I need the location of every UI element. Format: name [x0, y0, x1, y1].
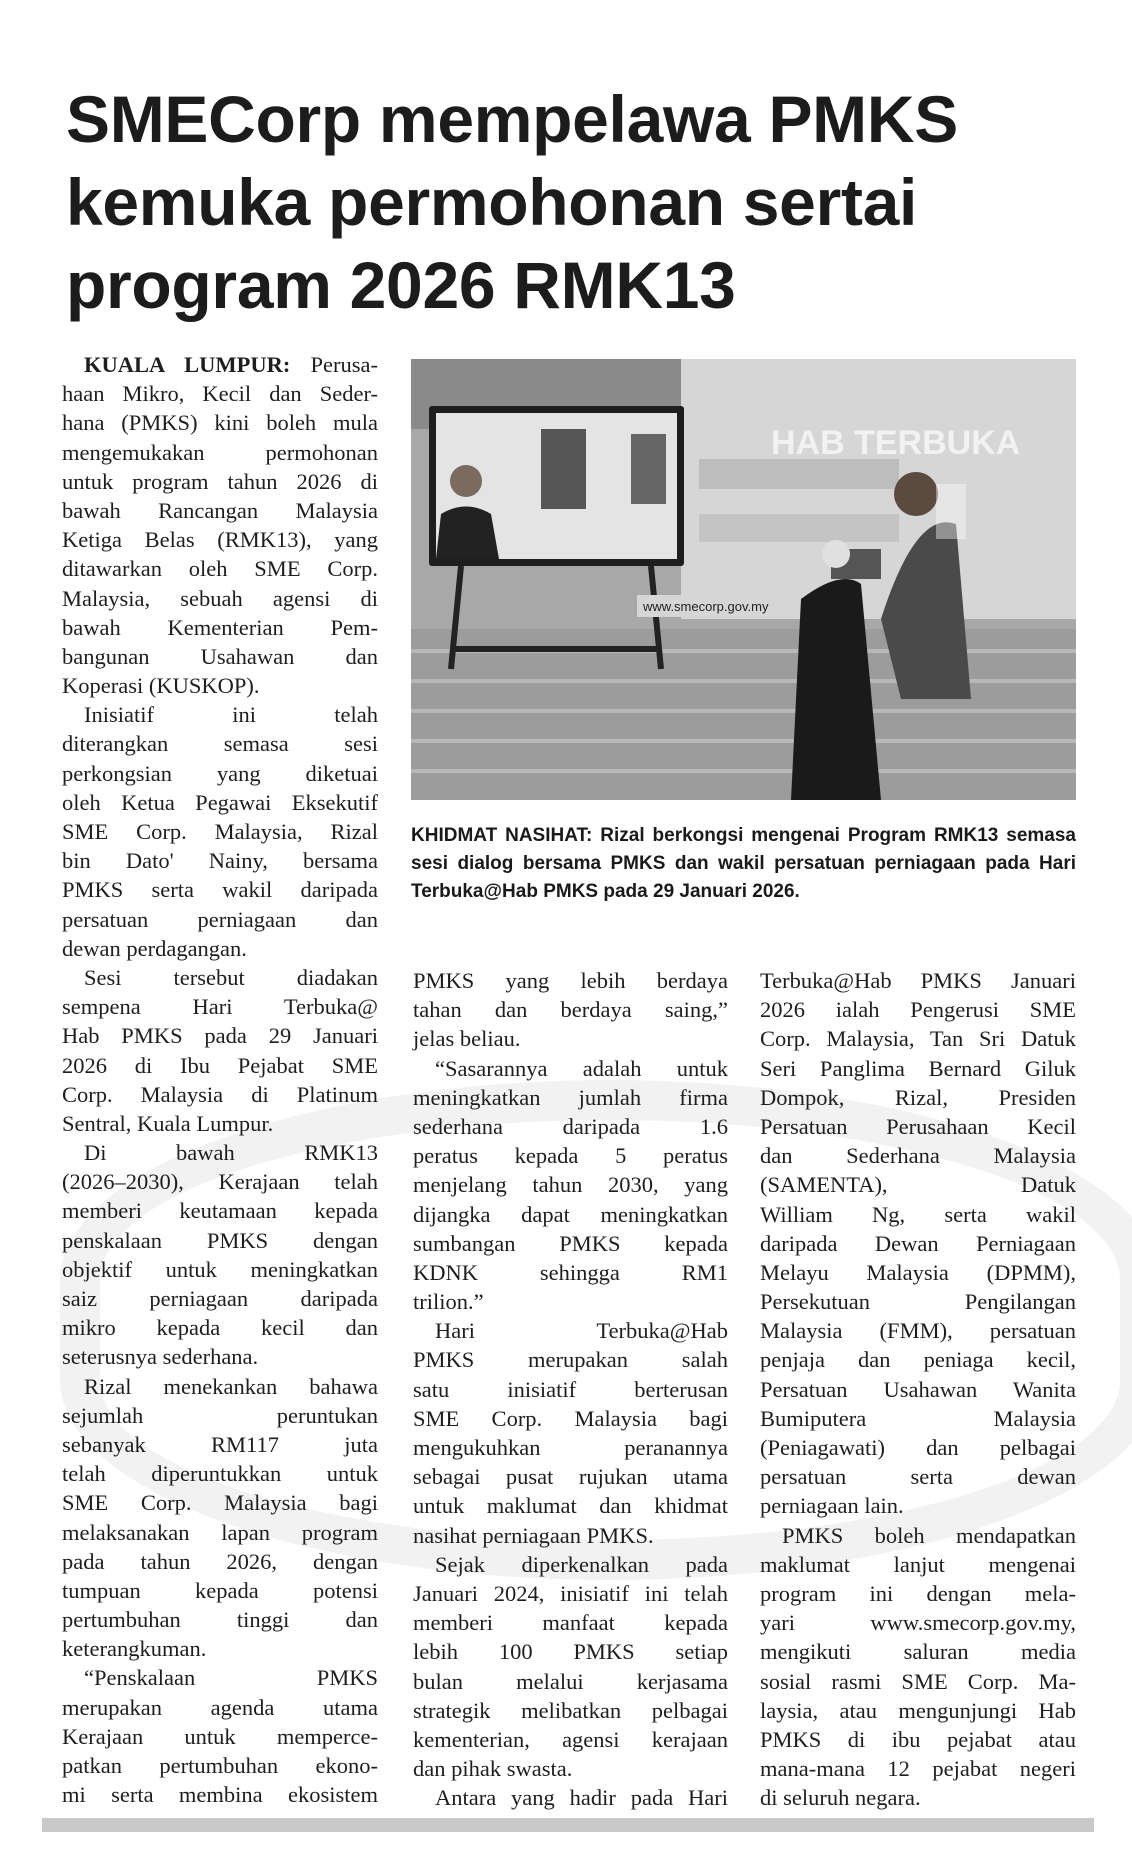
article-text-line: PMKS yang lebih berdaya	[413, 968, 728, 993]
article-text-line: 2026 ialah Pengerusi SME	[760, 997, 1076, 1023]
article-text-line: (SAMENTA), Datuk	[760, 1172, 1076, 1198]
article-text-line: PMKS merupakan salah	[413, 1347, 728, 1373]
article-text-line: PMKS serta wakil daripada	[62, 877, 378, 903]
article-text-line: (Peniagawati) dan pelbagai	[760, 1435, 1076, 1460]
article-text-line: mana-mana 12 pejabat negeri	[760, 1756, 1076, 1782]
article-text-line: strategik melibatkan pelbagai	[413, 1697, 728, 1723]
article-text-line: 2026 di Ibu Pejabat SME	[62, 1052, 378, 1078]
article-text-line: “Sasarannya adalah untuk	[435, 1055, 728, 1081]
article-text-line: Bumiputera Malaysia	[760, 1405, 1076, 1431]
article-text-line: yari www.smecorp.gov.my,	[760, 1610, 1076, 1636]
article-text-line: William Ng, serta wakil	[760, 1201, 1076, 1227]
article-text-line: dan Sederhana Malaysia	[760, 1143, 1076, 1169]
article-text-line: kementerian, agensi kerajaan	[413, 1726, 728, 1752]
article-text-line: haan Mikro, Kecil dan Seder-	[62, 381, 378, 407]
article-text-line: sebanyak RM117 juta	[62, 1431, 378, 1457]
article-column-left	[62, 350, 378, 1809]
article-text-line: laysia, atau mengunjungi Hab	[760, 1697, 1076, 1723]
article-text-line: mengukuhkan peranannya	[413, 1435, 728, 1460]
article-text-line: maklumat lanjut mengenai	[760, 1551, 1076, 1577]
article-text-line: PMKS di ibu pejabat atau	[760, 1726, 1076, 1752]
article-text-line: seterusnya sederhana.	[62, 1344, 259, 1370]
article-text-line: Januari 2024, inisiatif ini telah	[413, 1580, 728, 1606]
article-text-line: ditawarkan oleh SME Corp.	[62, 556, 378, 582]
article-text-line: di seluruh negara.	[760, 1785, 921, 1811]
article-text-line: Koperasi (KUSKOP).	[62, 673, 260, 699]
backdrop-text: HAB TERBUKA	[771, 424, 1021, 462]
article-text-line: sosial rasmi SME Corp. Ma-	[760, 1668, 1076, 1694]
article-column-middle	[413, 966, 728, 1812]
article-text-line: Sentral, Kuala Lumpur.	[62, 1110, 274, 1136]
photo-illustration	[411, 359, 1076, 800]
headline-line: SMECorp mempelawa PMKS	[66, 82, 958, 156]
article-photo	[411, 359, 1076, 800]
article-text-line: pada tahun 2026, dengan	[62, 1548, 378, 1574]
article-text-line: penjaja dan peniaga kecil,	[760, 1347, 1076, 1373]
article-text-line: untuk maklumat dan khidmat	[413, 1493, 728, 1519]
headline-line: program 2026 RMK13	[66, 248, 736, 322]
article-text-line: nasihat perniagaan PMKS.	[413, 1522, 654, 1548]
article-text-line: sumbangan PMKS kepada	[413, 1230, 728, 1256]
article-text-line: Kerajaan untuk memperce-	[62, 1723, 378, 1749]
article-text-line: mikro kepada kecil dan	[62, 1315, 378, 1341]
article-text-line: Antara yang hadir pada Hari	[435, 1785, 728, 1811]
article-text-line: SME Corp. Malaysia bagi	[62, 1490, 378, 1516]
article-text-line: KUALA LUMPUR: Perusa-	[84, 352, 378, 377]
article-text-line: merupakan agenda utama	[62, 1694, 378, 1720]
article-text-line: perniagaan lain.	[760, 1493, 904, 1519]
article-text-line: Ketiga Belas (RMK13), yang	[62, 527, 378, 553]
article-text-line: bangunan Usahawan dan	[62, 643, 378, 669]
article-text-line: patkan pertumbuhan ekono-	[62, 1753, 378, 1778]
article-text-line: SME Corp. Malaysia, Rizal	[62, 819, 378, 844]
article-text-line: melaksanakan lapan program	[62, 1519, 378, 1545]
article-text-line: dijangka dapat meningkatkan	[413, 1201, 728, 1227]
article-text-line: “Penskalaan PMKS	[84, 1665, 378, 1691]
article-text-line: Hari Terbuka@Hab	[435, 1318, 728, 1344]
article-text-line: saiz perniagaan daripada	[62, 1286, 378, 1311]
headline-line: kemuka permohonan sertai	[66, 165, 918, 239]
article-text-line: penskalaan PMKS dengan	[62, 1227, 378, 1253]
article-text-line: memberi keutamaan kepada	[62, 1198, 378, 1224]
article-text-line: Persatuan Usahawan Wanita	[760, 1376, 1076, 1402]
photo-caption: KHIDMAT NASIHAT: Rizal berkongsi mengenai Program RMK13 semasa sesi dialog bersama PMKS dan wakil persatuan perniagaan pada Hari Terbuka@Hab PMKS pada 29 Januari 2026.	[411, 825, 1076, 902]
article-text-line: mengikuti saluran media	[760, 1639, 1076, 1665]
article-text-line: Sejak diperkenalkan pada	[435, 1551, 728, 1577]
article-text-line: Di bawah RMK13	[84, 1140, 378, 1166]
dateline: KUALA LUMPUR:	[84, 352, 291, 377]
article-text-line: untuk program tahun 2026 di	[62, 468, 378, 494]
article-text-line: Malaysia (FMM), persatuan	[760, 1318, 1076, 1344]
article-text-line: bawah Kementerian Pem-	[62, 614, 378, 640]
page-bottom-rule	[42, 1818, 1094, 1832]
article-text-line: Inisiatif ini telah	[84, 702, 378, 728]
article-text-line: persatuan serta dewan	[760, 1464, 1076, 1490]
article-text-line: daripada Dewan Perniagaan	[760, 1230, 1076, 1256]
article-text-line: hana (PMKS) kini boleh mula	[62, 410, 378, 436]
article-text-line: pertumbuhan tinggi dan	[62, 1607, 378, 1633]
article-text-line: mengemukakan permohonan	[62, 439, 378, 465]
banner-text: www.smecorp.gov.my	[643, 599, 769, 614]
article-text-line: peratus kepada 5 peratus	[413, 1143, 728, 1169]
article-column-right	[760, 966, 1076, 1812]
article-text-line: Terbuka@Hab PMKS Januari	[760, 968, 1076, 993]
article-text-line: diterangkan semasa sesi	[62, 731, 378, 757]
article-text-line: SME Corp. Malaysia bagi	[413, 1405, 728, 1431]
article-text-line: keterangkuman.	[62, 1636, 207, 1662]
article-text-line: Dompok, Rizal, Presiden	[760, 1084, 1076, 1110]
article-text-line: PMKS boleh mendapatkan	[782, 1522, 1076, 1548]
article-text-line: Malaysia, sebuah agensi di	[62, 585, 378, 611]
article-text-line: bawah Rancangan Malaysia	[62, 497, 378, 523]
article-text-line: bulan melalui kerjasama	[413, 1668, 728, 1694]
article-text-line: Persatuan Perusahaan Kecil	[760, 1113, 1076, 1139]
article-text-line: perkongsian yang diketuai	[62, 760, 378, 786]
article-text-line: dan pihak swasta.	[413, 1756, 573, 1782]
article-text-line: persatuan perniagaan dan	[62, 906, 378, 932]
article-text-line: bin Dato' Nainy, bersama	[62, 848, 378, 874]
article-text-line: jelas beliau.	[413, 1026, 521, 1052]
article-text-line: oleh Ketua Pegawai Eksekutif	[62, 789, 378, 815]
article-text-line: Melayu Malaysia (DPMM),	[760, 1259, 1076, 1285]
article-text-line: memberi manfaat kepada	[413, 1610, 728, 1636]
article-text-line: objektif untuk meningkatkan	[62, 1256, 378, 1282]
article-text-line: sederhana daripada 1.6	[413, 1113, 728, 1139]
article-text-line: sempena Hari Terbuka@	[62, 994, 378, 1020]
article-text-line: Seri Panglima Bernard Giluk	[760, 1055, 1076, 1081]
article-text-line: Sesi tersebut diadakan	[84, 964, 378, 990]
article-text-line: telah diperuntukkan untuk	[62, 1461, 378, 1487]
article-text-line: trilion.”	[413, 1289, 484, 1315]
article-text-line: Hab PMKS pada 29 Januari	[62, 1023, 378, 1049]
article-text-line: satu inisiatif berterusan	[413, 1376, 728, 1402]
article-text-line: dewan perdagangan.	[62, 935, 247, 961]
article-text-line: program ini dengan mela-	[760, 1580, 1076, 1606]
article-text-line: menjelang tahun 2030, yang	[413, 1172, 728, 1198]
article-text-line: tahan dan berdaya saing,”	[413, 997, 728, 1023]
article-text-line: Persekutuan Pengilangan	[760, 1289, 1076, 1315]
article-text-line: lebih 100 PMKS setiap	[413, 1639, 728, 1665]
article-text-line: KDNK sehingga RM1	[413, 1259, 728, 1285]
article-text-line: sejumlah peruntukan	[62, 1402, 378, 1428]
headline	[66, 78, 1076, 327]
article-text-line: Rizal menekankan bahawa	[84, 1373, 378, 1399]
article-text-line: mi serta membina ekosistem	[62, 1782, 378, 1808]
article-text-line: Corp. Malaysia di Platinum	[62, 1081, 378, 1107]
article-text-line: tumpuan kepada potensi	[62, 1577, 378, 1603]
article-text-line: (2026–2030), Kerajaan telah	[62, 1169, 378, 1195]
article-text-line: meningkatkan jumlah firma	[413, 1084, 728, 1110]
article-text-line: sebagai pusat rujukan utama	[413, 1464, 728, 1490]
article-text-line: Corp. Malaysia, Tan Sri Datuk	[760, 1026, 1076, 1052]
